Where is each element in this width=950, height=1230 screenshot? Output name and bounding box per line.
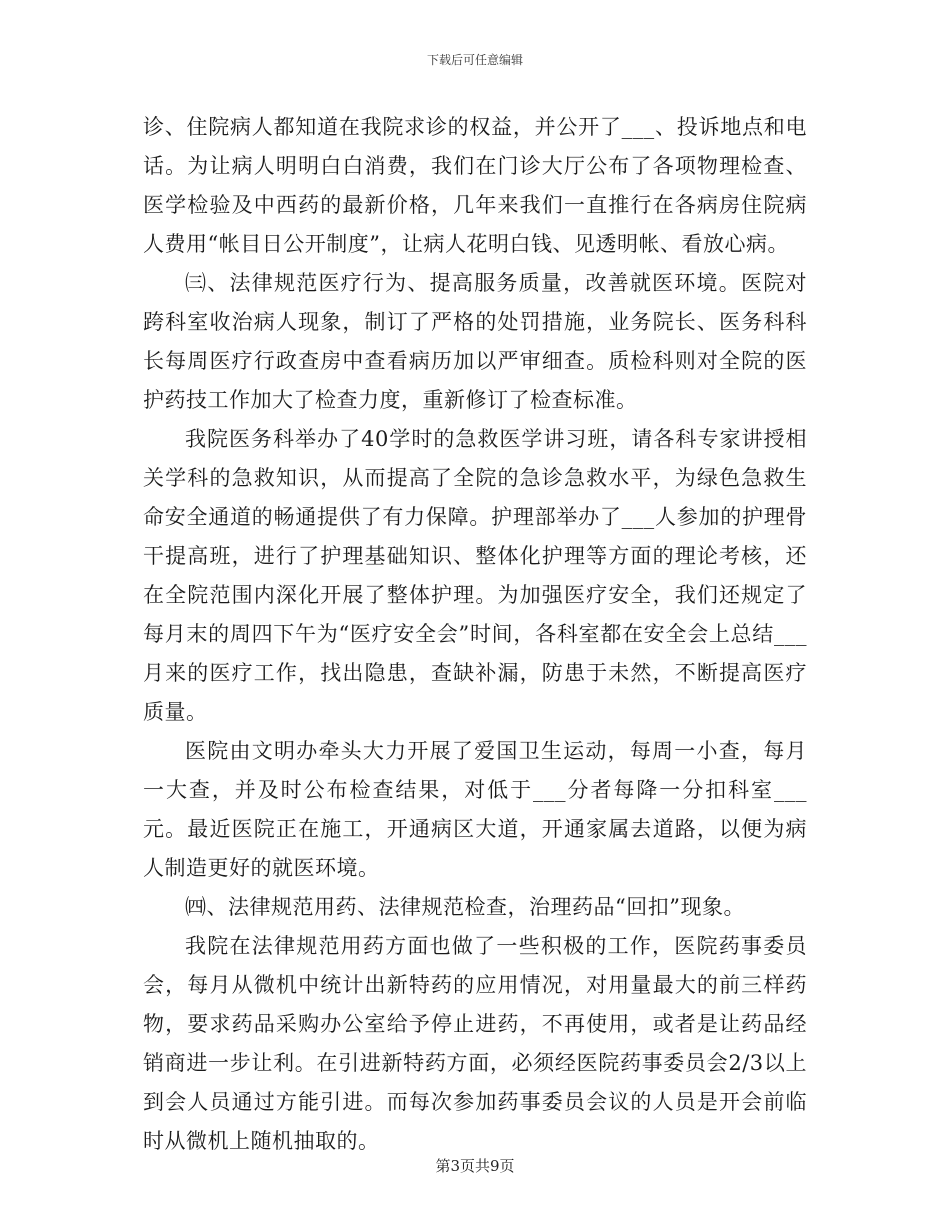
page-number-footer: 第3页共9页 bbox=[435, 1157, 515, 1175]
document-body bbox=[143, 108, 807, 1161]
paragraph-medical-training: 我院医务科举办了40学时的急救医学讲习班，请各科专家讲授相关学科的急救知识，从而提高了全院的急诊急救水平，为绿色急救生命安全通道的畅通提供了有力保障。护理部举办了___人参加的护理骨干提高班，进行了护理基础知识、整体化护理等方面的理论考核，还在全院范围内深化开展了整体护理。为加强医疗安全，我们还规定了每月末的周四下午为“医疗安全会”时间，各科室都在安全会上总结___月来的医疗工作，找出隐患，查缺补漏，防患于未然，不断提高医疗质量。 bbox=[143, 427, 807, 724]
paragraph-hygiene-campaign: 医院由文明办牵头大力开展了爱国卫生运动，每周一小查，每月一大查，并及时公布检查结果，对低于___分者每降一分扣科室___元。最近医院正在施工，开通病区大道，开通家属去道路，以便为病人制造更好的就医环境。 bbox=[143, 739, 807, 880]
paragraph-section-3: ㈢、法律规范医疗行为、提高服务质量，改善就医环境。医院对跨科室收治病人现象，制订了严格的处罚措施，业务院长、医务科科长每周医疗行政查房中查看病历加以严审细查。质检科则对全院的医护药技工作加大了检查力度，重新修订了检查标准。 bbox=[143, 271, 807, 412]
paragraph-section-4-heading: ㈣、法律规范用药、法律规范检查，治理药品“回扣”现象。 bbox=[185, 895, 745, 919]
page-header: 下载后可任意编辑 bbox=[426, 53, 523, 67]
paragraph-drug-regulation: 我院在法律规范用药方面也做了一些积极的工作，医院药事委员会，每月从微机中统计出新特药的应用情况，对用量最大的前三样药物，要求药品采购办公室给予停止进药，不再使用，或者是让药品经销商进一步让利。在引进新特药方面，必须经医院药事委员会2/3以上到会人员通过方能引进。而每次参加药事委员会议的人员是开会前临时从微机上随机抽取的。 bbox=[143, 934, 807, 1153]
paragraph-continuation: 诊、住院病人都知道在我院求诊的权益，并公开了___、投诉地点和电话。为让病人明明白白消费，我们在门诊大厅公布了各项物理检查、医学检验及中西药的最新价格，几年来我们一直推行在各病房住院病人费用“帐目日公开制度”，让病人花明白钱、见透明帐、看放心病。 bbox=[143, 115, 807, 256]
